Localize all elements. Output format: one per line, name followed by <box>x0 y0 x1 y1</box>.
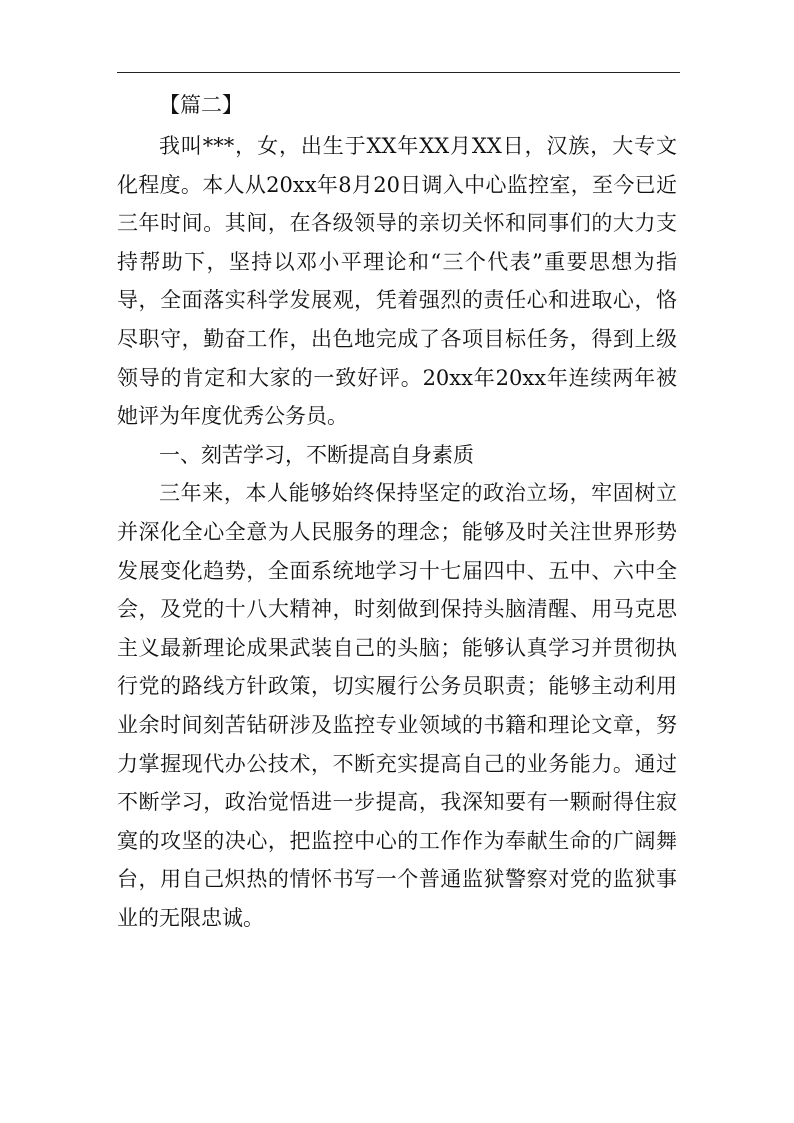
section-heading: 【篇二】 <box>159 93 243 117</box>
intro-paragraph: 我叫***，女，出生于XX年XX月XX日，汉族，大专文化程度。本人从20xx年8月20日调入中心监控室，至今已近三年时间。其间，在各级领导的亲切关怀和同事们的大力支持帮助下，坚持以邓小平理论和“三个代表”重要思想为指导，全面落实科学发展观，凭着强烈的责任心和进取心，恪尽职守，勤奋工作，出色地完成了各项目标任务，得到上级领导的肯定和大家的一致好评。20xx年20xx年连续两年被她评为年度优秀公务员。 <box>117 134 677 429</box>
section-title: 一、刻苦学习，不断提高自身素质 <box>159 442 474 467</box>
section-paragraph: 三年来，本人能够始终保持坚定的政治立场，牢固树立并深化全心全意为人民服务的理念；能够及时关注世界形势发展变化趋势，全面系统地学习十七届四中、五中、六中全会，及党的十八大精神，时刻做到保持头脑清醒、用马克思主义最新理论成果武装自己的头脑；能够认真学习并贯彻执行党的路线方针政策，切实履行公务员职责；能够主动利用业余时间刻苦钻研涉及监控专业领域的书籍和理论文章，努力掌握现代办公技术，不断充实提高自己的业务能力。通过不断学习，政治觉悟进一步提高，我深知要有一颗耐得住寂寞的攻坚的决心，把监控中心的工作作为奉献生命的广阔舞台，用自己炽热的情怀书写一个普通监狱警察对党的监狱事业的无限忠诚。 <box>117 481 677 930</box>
header-rule <box>117 72 680 73</box>
document-body <box>117 88 677 937</box>
